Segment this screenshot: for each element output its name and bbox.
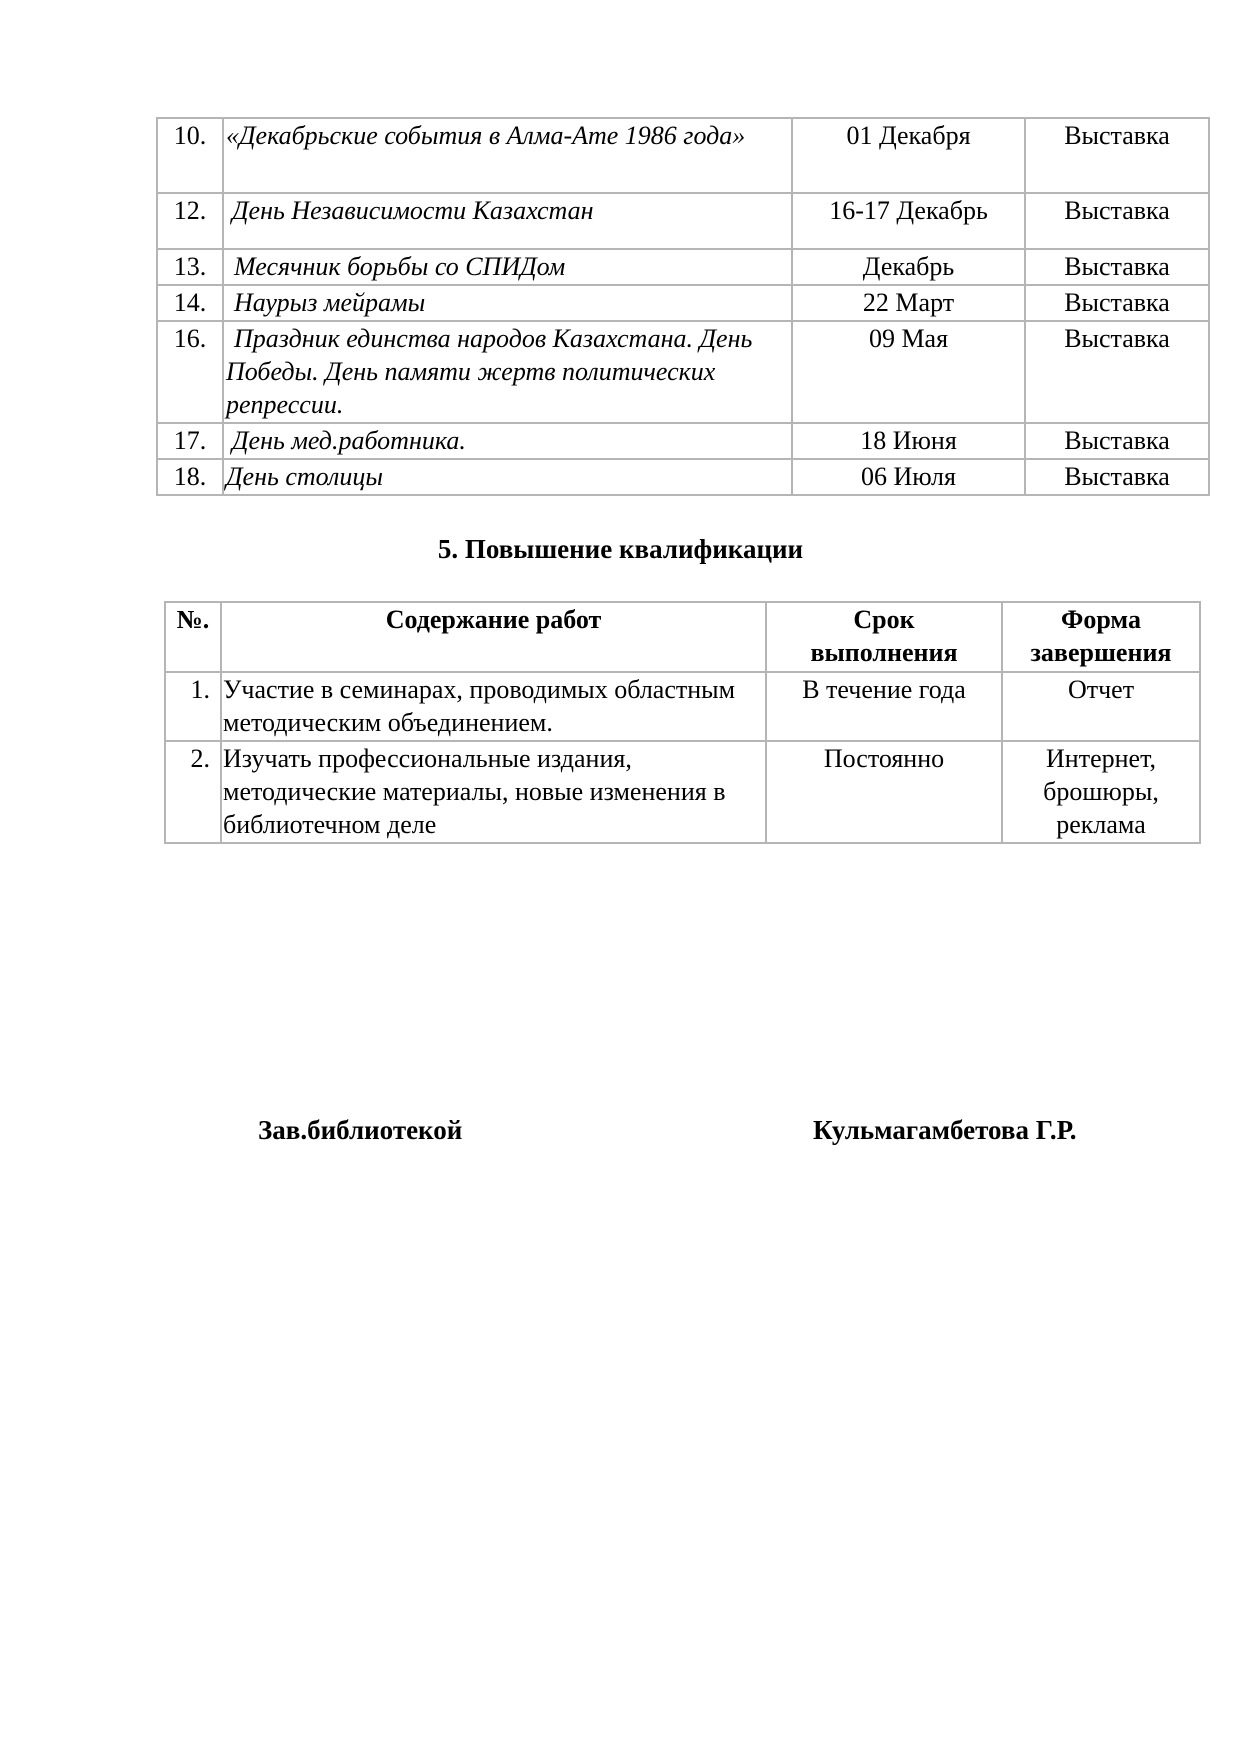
- signature-position: Зав.библиотекой: [258, 1115, 463, 1145]
- row-number: 17.: [157, 423, 223, 459]
- header-form: Форма завершения: [1002, 602, 1200, 672]
- section-title: 5. Повышение квалификации: [437, 534, 804, 564]
- event-date: 09 Мая: [792, 321, 1025, 423]
- qualification-table: [164, 601, 1201, 844]
- event-title: Месячник борьбы со СПИДом: [223, 249, 792, 285]
- event-form: Выставка: [1025, 118, 1209, 193]
- header-num: №.: [165, 602, 221, 672]
- event-date: 06 Июля: [792, 459, 1025, 495]
- event-date: Декабрь: [792, 249, 1025, 285]
- row-number: 12.: [157, 193, 223, 249]
- row-content: Изучать профессиональные издания, методические материалы, новые изменения в библиотечном деле: [221, 741, 766, 843]
- event-title: День мед.работника.: [223, 423, 792, 459]
- event-form: Выставка: [1025, 249, 1209, 285]
- event-date: 16-17 Декабрь: [792, 193, 1025, 249]
- event-form: Выставка: [1025, 193, 1209, 249]
- table-row: [157, 423, 1209, 459]
- row-number: 10.: [157, 118, 223, 193]
- table-row: [157, 285, 1209, 321]
- row-number: 13.: [157, 249, 223, 285]
- events-table: [156, 117, 1210, 496]
- table-row: [157, 193, 1209, 249]
- event-date: 18 Июня: [792, 423, 1025, 459]
- event-title: Наурыз мейрамы: [223, 285, 792, 321]
- event-title: «Декабрьские события в Алма-Ате 1986 года»: [223, 118, 792, 193]
- event-title: День Независимости Казахстан: [223, 193, 792, 249]
- table-row: [165, 672, 1200, 741]
- row-number: 2.: [165, 741, 221, 843]
- row-number: 14.: [157, 285, 223, 321]
- event-form: Выставка: [1025, 321, 1209, 423]
- signature-name: Кульмагамбетова Г.Р.: [813, 1115, 1077, 1145]
- table-header-row: [165, 602, 1200, 672]
- header-deadline: Срок выполнения: [766, 602, 1002, 672]
- table-row: [157, 459, 1209, 495]
- table-row: [157, 118, 1209, 193]
- row-form: Интернет, брошюры, реклама: [1002, 741, 1200, 843]
- row-number: 16.: [157, 321, 223, 423]
- table-row: [157, 249, 1209, 285]
- row-form: Отчет: [1002, 672, 1200, 741]
- header-content: Содержание работ: [221, 602, 766, 672]
- table-row: [165, 741, 1200, 843]
- row-deadline: Постоянно: [766, 741, 1002, 843]
- table-row: [157, 321, 1209, 423]
- event-form: Выставка: [1025, 459, 1209, 495]
- row-deadline: В течение года: [766, 672, 1002, 741]
- row-number: 1.: [165, 672, 221, 741]
- event-date: 01 Декабря: [792, 118, 1025, 193]
- event-form: Выставка: [1025, 285, 1209, 321]
- event-date: 22 Март: [792, 285, 1025, 321]
- row-number: 18.: [157, 459, 223, 495]
- event-title: Праздник единства народов Казахстана. День Победы. День памяти жертв политических репрессии.: [223, 321, 792, 423]
- event-title: День столицы: [223, 459, 792, 495]
- event-form: Выставка: [1025, 423, 1209, 459]
- row-content: Участие в семинарах, проводимых областным методическим объединением.: [221, 672, 766, 741]
